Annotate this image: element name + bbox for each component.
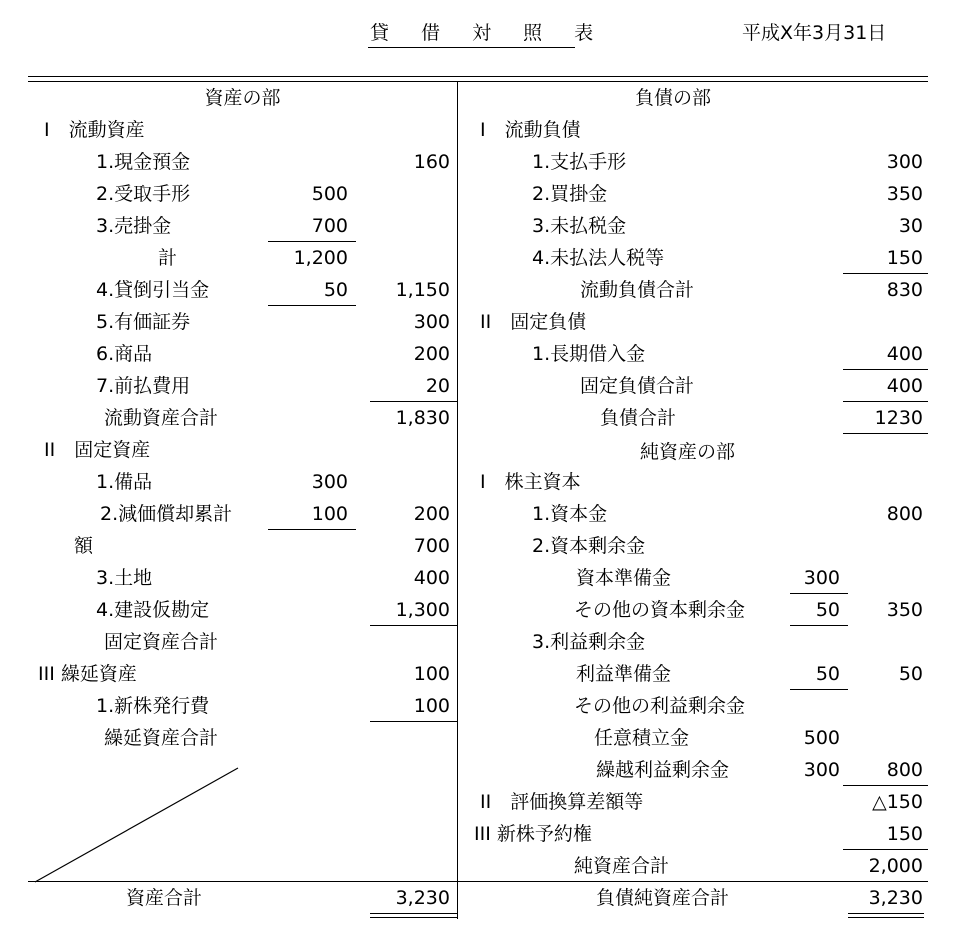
- asset-label: 1.備品: [96, 471, 153, 493]
- asset-underline: [370, 721, 457, 722]
- asset-label: 流動資産合計: [104, 407, 219, 429]
- asset-value: 160: [413, 151, 450, 173]
- liab-value: △150: [872, 791, 923, 813]
- liab-value: 400: [886, 343, 923, 365]
- liab-value: 800: [886, 759, 923, 781]
- liab-underline: [790, 625, 848, 626]
- liab-underline: [843, 785, 928, 786]
- liab-subvalue: 50: [815, 663, 840, 685]
- assets-total-value: 3,230: [395, 887, 450, 909]
- asset-subvalue: 50: [323, 279, 348, 301]
- liab-value: 350: [886, 183, 923, 205]
- asset-value: 200: [413, 343, 450, 365]
- liab-label: 1.資本金: [532, 503, 608, 525]
- asset-underline: [370, 625, 457, 626]
- asset-subvalue: 1,200: [293, 247, 348, 269]
- liab-label: 資本準備金: [576, 567, 672, 589]
- asset-label: 3.売掛金: [96, 215, 172, 237]
- asset-value: 100: [413, 695, 450, 717]
- asset-label: 3.土地: [96, 567, 153, 589]
- asset-subvalue: 700: [311, 215, 348, 237]
- bottom-rule: [28, 881, 928, 882]
- liab-label: III 新株予約権: [474, 823, 592, 845]
- asset-label: 6.商品: [96, 343, 153, 365]
- asset-value: 1,830: [395, 407, 450, 429]
- liab-label: I 流動負債: [480, 119, 581, 141]
- statement-date: 平成X年3月31日: [742, 22, 887, 44]
- asset-label: 固定資産合計: [104, 631, 219, 653]
- liab-label: 利益準備金: [576, 663, 672, 685]
- asset-value: 20: [425, 375, 450, 397]
- liab-subvalue: 300: [803, 759, 840, 781]
- asset-label: 4.貸倒引当金: [96, 279, 210, 301]
- liab-underline: [843, 849, 928, 850]
- asset-label: 2.減価償却累計: [100, 503, 233, 525]
- liab-value: 2,000: [868, 855, 923, 877]
- liab-value: 830: [886, 279, 923, 301]
- top-rule-1: [28, 76, 928, 77]
- assets-total-double-2: [370, 917, 457, 918]
- asset-value: 700: [413, 535, 450, 557]
- liab-label: 3.未払税金: [532, 215, 627, 237]
- net-assets-header: 純資産の部: [640, 441, 736, 463]
- liab-underline: [843, 401, 928, 402]
- liab-value: 300: [886, 151, 923, 173]
- liab-subvalue: 500: [803, 727, 840, 749]
- asset-underline: [268, 529, 356, 530]
- liab-label: その他の資本剰余金: [574, 599, 746, 621]
- asset-subvalue: 100: [311, 503, 348, 525]
- liab-label: 流動負債合計: [580, 279, 695, 301]
- liab-value: 150: [886, 823, 923, 845]
- title-underline: [368, 47, 575, 48]
- liab-value: 350: [886, 599, 923, 621]
- asset-value: 300: [413, 311, 450, 333]
- asset-label: 額: [74, 535, 94, 557]
- assets-total-label: 資産合計: [126, 887, 203, 909]
- liab-label: I 株主資本: [480, 471, 581, 493]
- asset-underline: [268, 305, 356, 306]
- liab-label: 2.買掛金: [532, 183, 608, 205]
- liab-label: 任意積立金: [594, 727, 690, 749]
- liab-value: 50: [898, 663, 923, 685]
- asset-subvalue: 300: [311, 471, 348, 493]
- liab-label: II 固定負債: [480, 311, 587, 333]
- liab-value: 30: [898, 215, 923, 237]
- asset-label: 1.新株発行費: [96, 695, 210, 717]
- liab-underline: [790, 593, 848, 594]
- liab-subvalue: 300: [803, 567, 840, 589]
- asset-label: 計: [158, 247, 178, 269]
- liab-underline: [843, 273, 928, 274]
- liab-label: 4.未払法人税等: [532, 247, 665, 269]
- assets-total-double-1: [370, 913, 457, 914]
- asset-label: I 流動資産: [44, 119, 145, 141]
- liab-underline: [843, 369, 928, 370]
- asset-label: 繰延資産合計: [104, 727, 219, 749]
- asset-underline: [268, 241, 356, 242]
- liab-label: 負債合計: [600, 407, 677, 429]
- asset-label: 7.前払費用: [96, 375, 191, 397]
- liab-label: 1.長期借入金: [532, 343, 646, 365]
- liab-subvalue: 50: [815, 599, 840, 621]
- asset-value: 1,150: [395, 279, 450, 301]
- page-title: 貸 借 対 照 表: [370, 22, 607, 44]
- liab-label: 純資産合計: [574, 855, 670, 877]
- liab-label: 繰越利益剰余金: [596, 759, 730, 781]
- asset-label: III 繰延資産: [38, 663, 137, 685]
- asset-value: 100: [413, 663, 450, 685]
- asset-underline: [370, 401, 457, 402]
- liab-label: 固定負債合計: [580, 375, 695, 397]
- center-divider: [457, 81, 458, 919]
- liab-label: II 評価換算差額等: [480, 791, 644, 813]
- asset-label: 5.有価証券: [96, 311, 191, 333]
- assets-header: 資産の部: [204, 87, 281, 109]
- asset-value: 400: [413, 567, 450, 589]
- liabilities-header: 負債の部: [634, 87, 711, 109]
- asset-label: II 固定資産: [44, 439, 151, 461]
- liab-label: 2.資本剰余金: [532, 535, 646, 557]
- asset-label: 1.現金預金: [96, 151, 191, 173]
- liab-label: 3.利益剰余金: [532, 631, 646, 653]
- liab-value: 400: [886, 375, 923, 397]
- top-rule-2: [28, 81, 928, 82]
- asset-label: 4.建設仮勘定: [96, 599, 210, 621]
- asset-value: 1,300: [395, 599, 450, 621]
- liab-label: その他の利益剰余金: [574, 695, 746, 717]
- liab-value: 800: [886, 503, 923, 525]
- asset-subvalue: 500: [311, 183, 348, 205]
- liab-label: 1.支払手形: [532, 151, 627, 173]
- liab-underline: [843, 433, 928, 434]
- asset-label: 2.受取手形: [96, 183, 191, 205]
- liab-underline: [790, 689, 848, 690]
- liab-total-label: 負債純資産合計: [596, 887, 730, 909]
- liab-value: 1230: [874, 407, 923, 429]
- liab-total-value: 3,230: [868, 887, 923, 909]
- liab-total-double-1: [848, 913, 924, 914]
- blank-slash-line: [30, 762, 245, 886]
- asset-value: 200: [413, 503, 450, 525]
- liab-value: 150: [886, 247, 923, 269]
- liab-total-double-2: [848, 917, 924, 918]
